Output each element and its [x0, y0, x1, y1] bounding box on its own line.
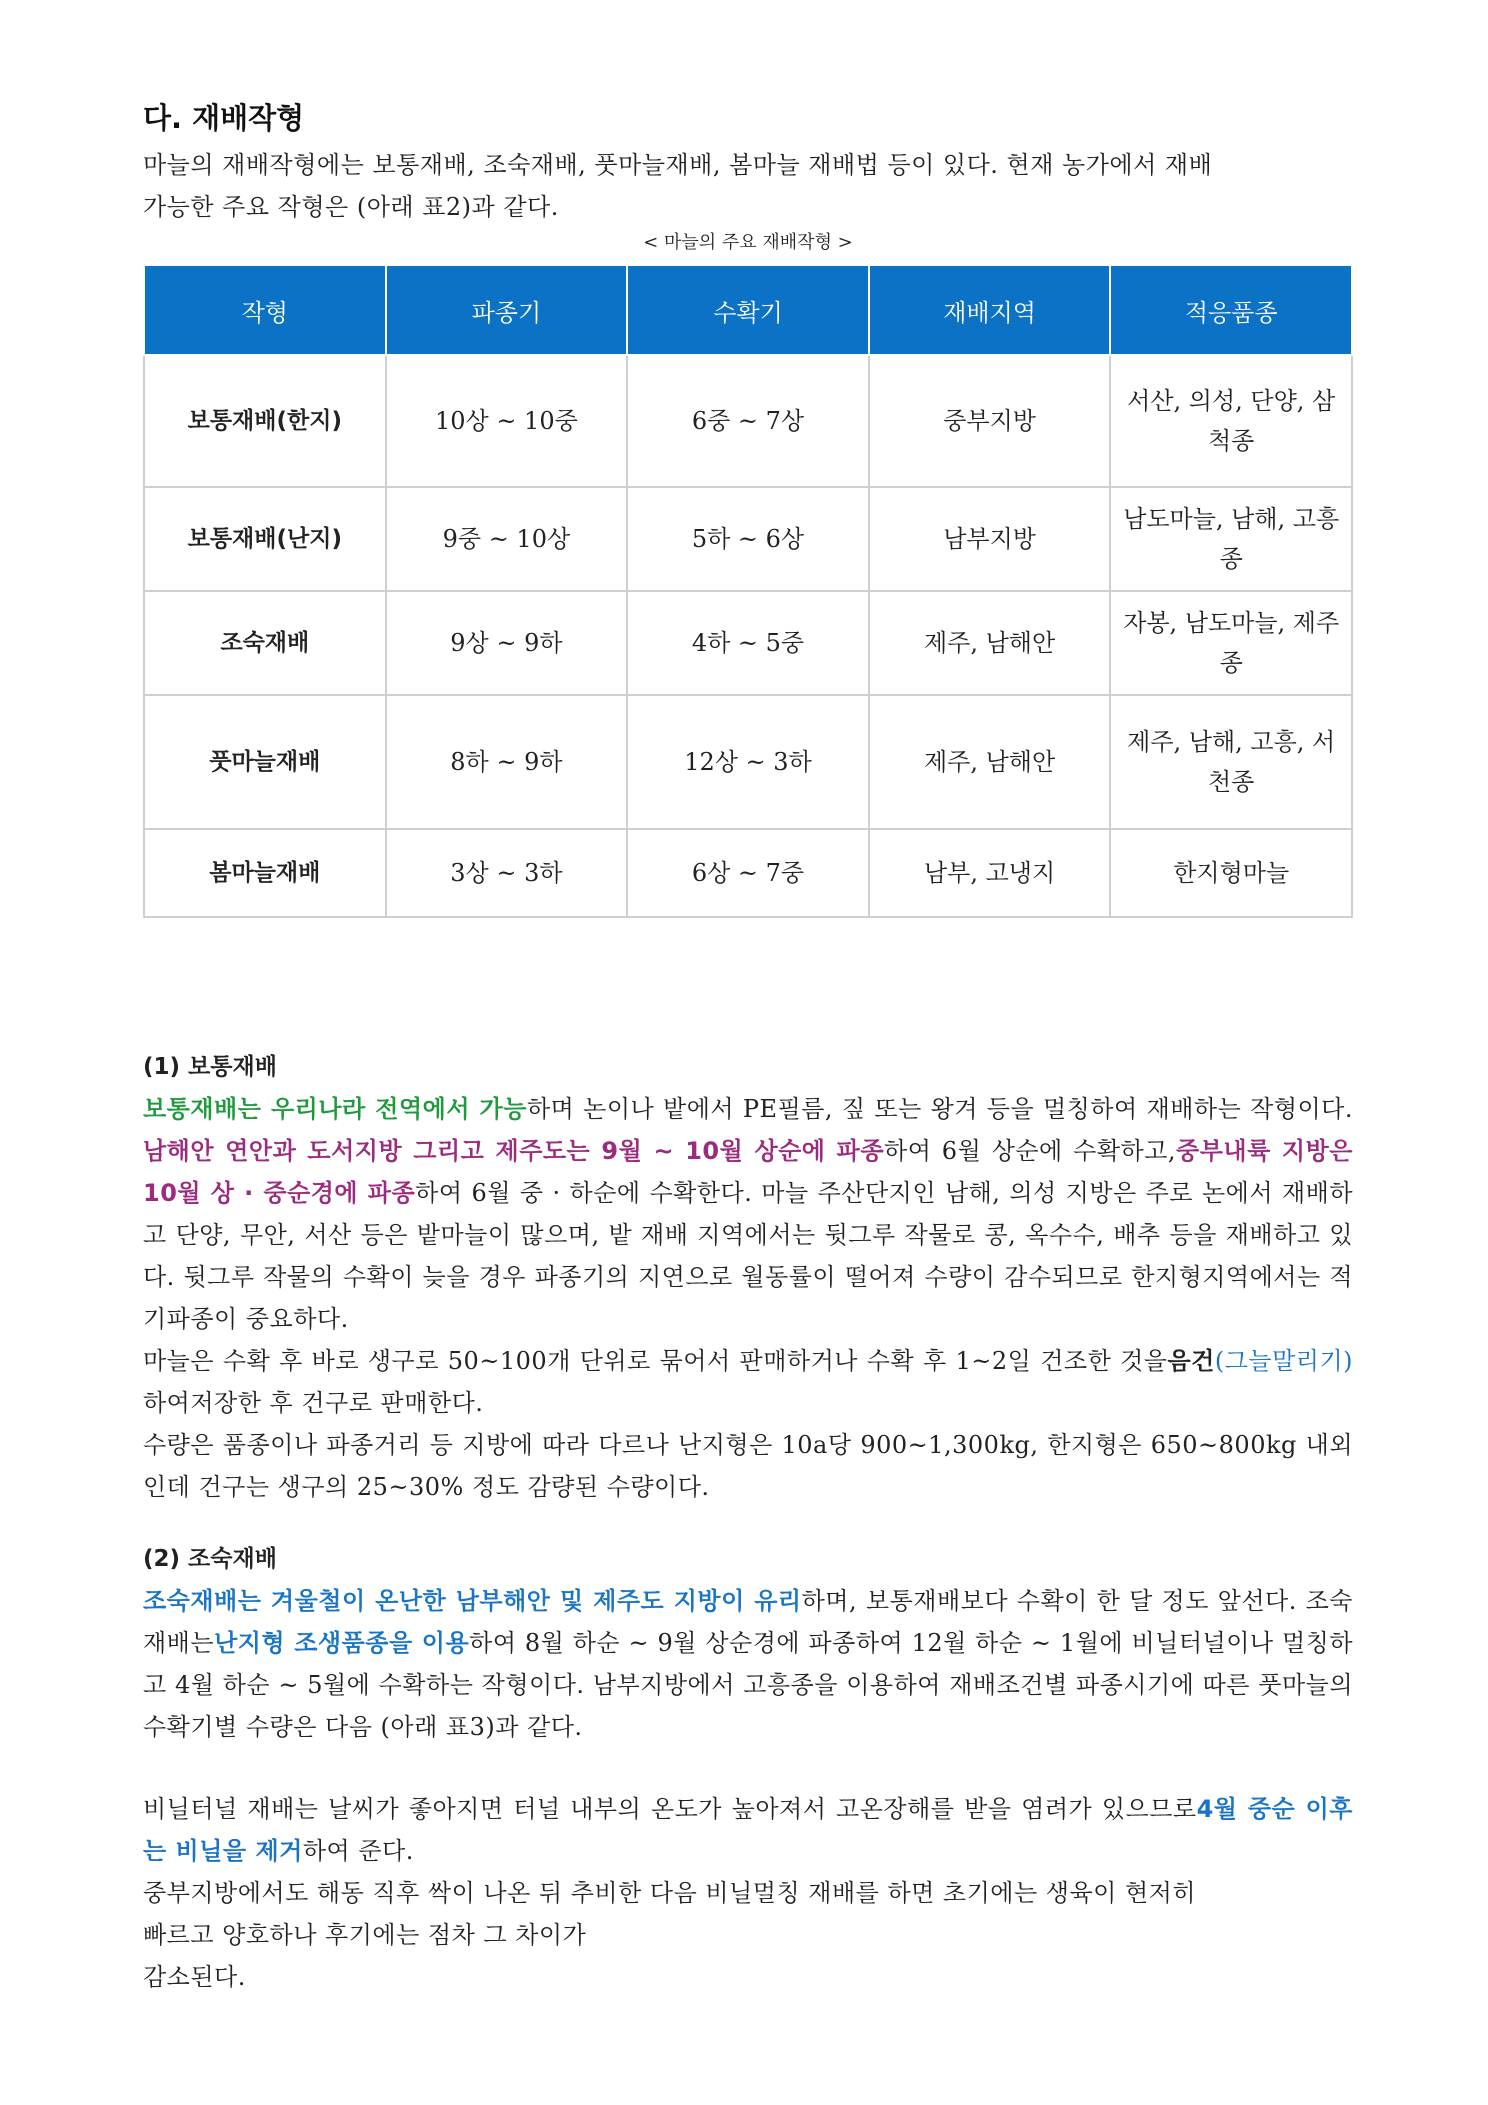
- section-title: 다. 재배작형: [143, 101, 305, 135]
- cell-region: 남부, 고냉지: [869, 829, 1111, 917]
- header-type: 작형: [144, 266, 386, 355]
- cell-sowing: 9중 ~ 10상: [386, 487, 628, 591]
- cell-variety: 서산, 의성, 단양, 삼척종: [1110, 355, 1352, 487]
- highlight-text: (그늘말리기): [1214, 1347, 1353, 1375]
- highlight-text: 음건: [1167, 1347, 1215, 1375]
- cell-harvest: 12상 ~ 3하: [627, 695, 869, 829]
- cell-type: 풋마늘재배: [144, 695, 386, 829]
- subsection-title-normal: (1) 보통재배: [143, 1054, 277, 1080]
- header-harvest: 수확기: [627, 266, 869, 355]
- cell-region: 중부지방: [869, 355, 1111, 487]
- table-row: [144, 695, 1352, 829]
- cell-type: 보통재배(난지): [144, 487, 386, 591]
- cell-harvest: 6상 ~ 7중: [627, 829, 869, 917]
- paragraph-early-3-line-2: 빠르고 양호하나 후기에는 점차 그 차이가: [143, 1921, 587, 1949]
- cell-sowing: 10상 ~ 10중: [386, 355, 628, 487]
- header-variety: 적응품종: [1110, 266, 1352, 355]
- cell-type: 봄마늘재배: [144, 829, 386, 917]
- body-text: 마늘은 수확 후 바로 생구로 50~100개 단위로 묶어서 판매하거나 수확 후 1~2일 건조한 것을: [143, 1347, 1168, 1375]
- paragraph-early-3-line-1: 중부지방에서도 해동 직후 싹이 나온 뒤 추비한 다음 비닐멀칭 재배를 하면 초기에는 생육이 현저히: [143, 1879, 1197, 1907]
- highlight-text: 중부내륙 지방은 10월 상 · 중순경에 파종: [143, 1137, 1353, 1207]
- body-text: 하여 6월 상순에 수확하고,: [884, 1137, 1177, 1165]
- cell-variety: 남도마늘, 남해, 고흥종: [1110, 487, 1352, 591]
- paragraph-normal-2: [143, 1340, 1353, 1424]
- body-text: 하여 8월 하순 ~ 9월 상순경에 파종하여 12월 하순 ~ 1월에 비닐터널이나 멀칭하고 4월 하순 ~ 5월에 수확하는 작형이다. 남부지방에서 고흥종을 이용하여 재배조건별 파종시기에 따른 풋마늘의 수확기별 수량은 다음 (아래 표3)과 같다.: [143, 1629, 1353, 1741]
- cell-region: 남부지방: [869, 487, 1111, 591]
- highlight-text: 조숙재배는 겨울철이 온난한 남부해안 및 제주도 지방이 유리: [143, 1587, 802, 1615]
- paragraph-early-2: [143, 1788, 1353, 1872]
- cultivation-table: [143, 266, 1353, 918]
- table-row: [144, 829, 1352, 917]
- cell-type: 조숙재배: [144, 591, 386, 695]
- subsection-title-early: (2) 조숙재배: [143, 1546, 277, 1572]
- paragraph-early-3-line-3: 감소된다.: [143, 1963, 246, 1991]
- table-header-row: [144, 266, 1352, 355]
- header-sowing: 파종기: [386, 266, 628, 355]
- body-text: 하여저장한 후 건구로 판매한다.: [143, 1389, 484, 1417]
- highlight-text: 4월 중순 이후는 비닐을 제거: [143, 1795, 1353, 1865]
- cell-harvest: 6중 ~ 7상: [627, 355, 869, 487]
- cell-sowing: 3상 ~ 3하: [386, 829, 628, 917]
- cell-variety: 자봉, 남도마늘, 제주종: [1110, 591, 1352, 695]
- cell-sowing: 9상 ~ 9하: [386, 591, 628, 695]
- cell-variety: 제주, 남해, 고흥, 서천종: [1110, 695, 1352, 829]
- body-text: 하여 6월 중 · 하순에 수확한다. 마늘 주산단지인 남해, 의성 지방은 주로 논에서 재배하고 단양, 무안, 서산 등은 밭마늘이 많으며, 밭 재배 지역에서는 뒷그루 작물로 콩, 옥수수, 배추 등을 재배하고 있다. 뒷그루 작물의 수확이 늦을 경우 파종기의 지연으로 월동률이 떨어져 수량이 감수되므로 한지형지역에서는 적기파종이 중요하다.: [143, 1179, 1353, 1333]
- table-row: [144, 355, 1352, 487]
- cell-harvest: 4하 ~ 5중: [627, 591, 869, 695]
- cell-type: 보통재배(한지): [144, 355, 386, 487]
- table-row: [144, 591, 1352, 695]
- intro-line-1: 마늘의 재배작형에는 보통재배, 조숙재배, 풋마늘재배, 봄마늘 재배법 등이 있다. 현재 농가에서 재배: [143, 151, 1213, 179]
- body-text: 하며 논이나 밭에서 PE필름, 짚 또는 왕겨 등을 멀칭하여 재배하는 작형이다.: [526, 1095, 1353, 1123]
- cell-region: 제주, 남해안: [869, 695, 1111, 829]
- highlight-text: 난지형 조생품종을 이용: [214, 1629, 470, 1657]
- cell-region: 제주, 남해안: [869, 591, 1111, 695]
- table-row: [144, 487, 1352, 591]
- intro-line-2: 가능한 주요 작형은 (아래 표2)과 같다.: [143, 193, 559, 221]
- paragraph-normal-3: 수량은 품종이나 파종거리 등 지방에 따라 다르나 난지형은 10a당 900~1,300kg, 한지형은 650~800kg 내외인데 건구는 생구의 25~30% 정도 감량된 수량이다.: [143, 1431, 1353, 1501]
- document-page: [143, 98, 1353, 1998]
- table-caption: < 마늘의 주요 재배작형 >: [643, 232, 853, 253]
- header-region: 재배지역: [869, 266, 1111, 355]
- highlight-text: 남해안 연안과 도서지방 그리고 제주도는 9월 ~ 10월 상순에 파종: [143, 1137, 885, 1165]
- body-text: 하여 준다.: [302, 1837, 414, 1865]
- cell-harvest: 5하 ~ 6상: [627, 487, 869, 591]
- body-text: 하며, 보통재배보다 수확이 한 달 정도 앞선다. 조숙재배는: [143, 1587, 1353, 1657]
- paragraph-early-1: [143, 1580, 1353, 1748]
- cell-variety: 한지형마늘: [1110, 829, 1352, 917]
- body-text: 비닐터널 재배는 날씨가 좋아지면 터널 내부의 온도가 높아져서 고온장해를 받을 염려가 있으므로: [143, 1795, 1197, 1823]
- highlight-text: 보통재배는 우리나라 전역에서 가능: [143, 1095, 527, 1123]
- paragraph-normal-1: [143, 1088, 1353, 1340]
- cell-sowing: 8하 ~ 9하: [386, 695, 628, 829]
